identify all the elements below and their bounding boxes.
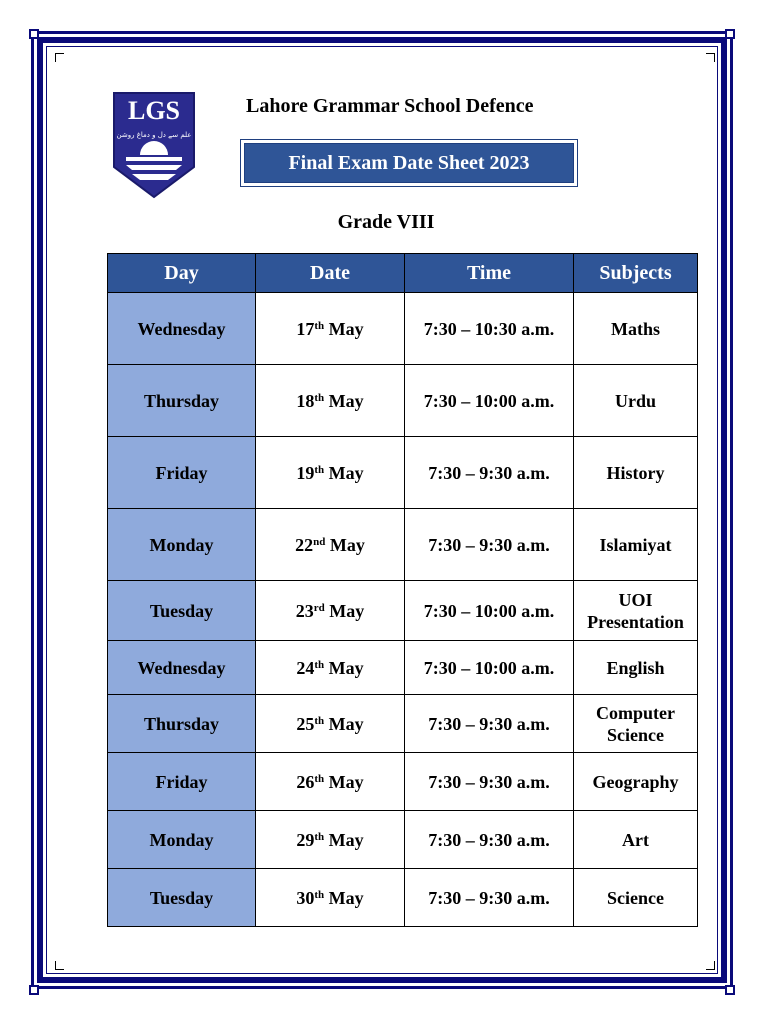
cell-day: Thursday: [108, 365, 256, 437]
cell-subject: Art: [574, 811, 698, 869]
cell-time: 7:30 – 9:30 a.m.: [405, 753, 574, 811]
cell-subject: Geography: [574, 753, 698, 811]
cell-time: 7:30 – 9:30 a.m.: [405, 509, 574, 581]
cell-day: Wednesday: [108, 293, 256, 365]
cell-date: 23rd May: [256, 581, 405, 641]
header-subjects: Subjects: [574, 254, 698, 293]
cell-day: Tuesday: [108, 869, 256, 927]
cell-day: Friday: [108, 753, 256, 811]
cell-subject: English: [574, 641, 698, 695]
cell-day: Thursday: [108, 695, 256, 753]
cell-date: 24th May: [256, 641, 405, 695]
grade-heading: Grade VIII: [337, 211, 435, 233]
cell-subject: Islamiyat: [574, 509, 698, 581]
cell-time: 7:30 – 9:30 a.m.: [405, 811, 574, 869]
cell-date: 26th May: [256, 753, 405, 811]
cell-day: Tuesday: [108, 581, 256, 641]
cell-date: 19th May: [256, 437, 405, 509]
table-row: [108, 641, 698, 695]
header-day: Day: [108, 254, 256, 293]
cell-time: 7:30 – 10:00 a.m.: [405, 365, 574, 437]
header-time: Time: [405, 254, 574, 293]
cell-day: Wednesday: [108, 641, 256, 695]
cell-day: Monday: [108, 811, 256, 869]
cell-subject: History: [574, 437, 698, 509]
table-row: [108, 811, 698, 869]
table-row: [108, 365, 698, 437]
table-row: [108, 695, 698, 753]
school-crest-icon: [112, 91, 196, 199]
cell-time: 7:30 – 10:00 a.m.: [405, 581, 574, 641]
logo-text: LGS: [127, 96, 181, 125]
cell-day: Friday: [108, 437, 256, 509]
table-row: [108, 509, 698, 581]
school-name: Lahore Grammar School Defence: [246, 95, 534, 117]
corner-mark: [55, 53, 64, 62]
cell-day: Monday: [108, 509, 256, 581]
date-sheet-table: [107, 253, 698, 927]
table-row: [108, 437, 698, 509]
cell-date: 29th May: [256, 811, 405, 869]
corner-mark: [55, 961, 64, 970]
border-corner-square: [29, 29, 39, 39]
cell-subject: Computer Science: [574, 695, 698, 753]
cell-subject: UOI Presentation: [574, 581, 698, 641]
cell-date: 25th May: [256, 695, 405, 753]
cell-time: 7:30 – 9:30 a.m.: [405, 869, 574, 927]
cell-subject: Science: [574, 869, 698, 927]
school-logo: [112, 91, 196, 199]
border-corner-square: [725, 985, 735, 995]
table-row: [108, 869, 698, 927]
corner-mark: [706, 961, 715, 970]
cell-subject: Urdu: [574, 365, 698, 437]
table-row: [108, 753, 698, 811]
title-banner: [240, 139, 578, 187]
logo-motto: علم سے دل و دماغ روشن: [116, 131, 192, 139]
cell-date: 18th May: [256, 365, 405, 437]
header-date: Date: [256, 254, 405, 293]
border-corner-square: [29, 985, 39, 995]
cell-date: 22nd May: [256, 509, 405, 581]
cell-time: 7:30 – 10:30 a.m.: [405, 293, 574, 365]
corner-mark: [706, 53, 715, 62]
cell-date: 30th May: [256, 869, 405, 927]
cell-subject: Maths: [574, 293, 698, 365]
table-row: [108, 293, 698, 365]
border-corner-square: [725, 29, 735, 39]
page-title: Final Exam Date Sheet 2023: [244, 143, 574, 183]
table-header-row: [108, 254, 698, 293]
cell-time: 7:30 – 10:00 a.m.: [405, 641, 574, 695]
cell-time: 7:30 – 9:30 a.m.: [405, 437, 574, 509]
cell-time: 7:30 – 9:30 a.m.: [405, 695, 574, 753]
cell-date: 17th May: [256, 293, 405, 365]
table-row: [108, 581, 698, 641]
